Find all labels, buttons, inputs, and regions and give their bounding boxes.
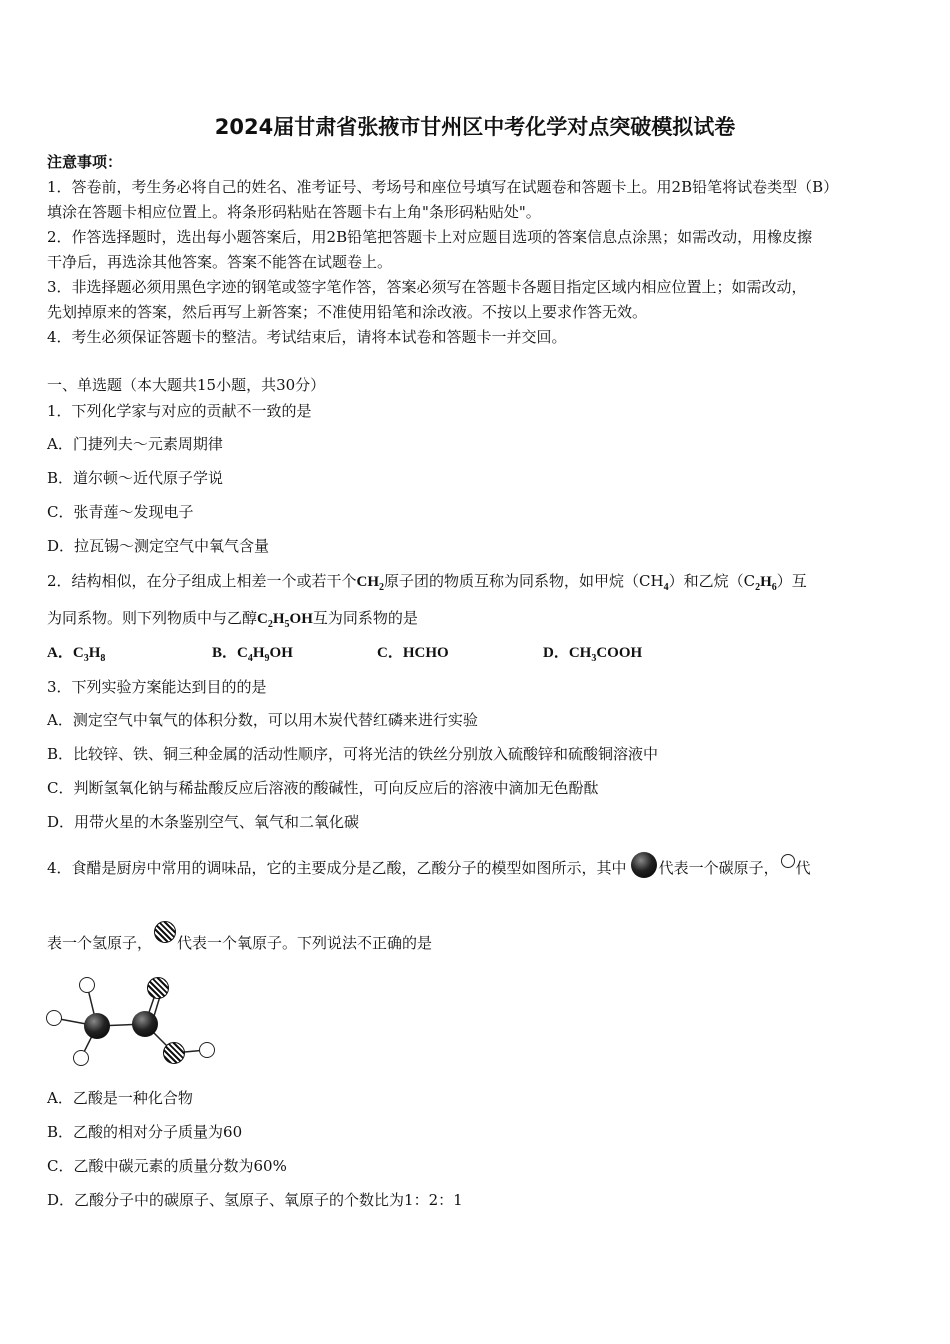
question-2-option-b: B．$C_4H_9OH$	[212, 645, 293, 664]
question-1-option-d: D．拉瓦锡～测定空气中氧气含量	[47, 537, 270, 555]
hydrogen-atom-icon	[46, 1010, 62, 1026]
hydrogen-atom-icon	[781, 854, 795, 868]
question-3-stem: 3．下列实验方案能达到目的的是	[47, 678, 267, 696]
question-3-option-c: C．判断氢氧化钠与稀盐酸反应后溶液的酸碱性，可向反应后的溶液中滴加无色酚酞	[47, 779, 599, 797]
question-1-option-c: C．张青莲～发现电子	[47, 503, 194, 521]
question-4-stem-line-1: 4．食醋是厨房中常用的调味品，它的主要成分是乙酸，乙酸分子的模型如图所示，其中 代表一个碳原子， 代	[47, 858, 811, 884]
question-1-option-b: B．道尔顿～近代原子学说	[47, 469, 224, 487]
question-4-option-d: D．乙酸分子中的碳原子、氢原子、氧原子的个数比为1：2：1	[47, 1191, 463, 1209]
oxygen-atom-icon	[154, 921, 176, 943]
carbon-atom-icon	[132, 1011, 158, 1037]
question-3-option-b: B．比较锌、铁、铜三种金属的活动性顺序，可将光洁的铁丝分别放入硫酸锌和硫酸铜溶液中	[47, 745, 659, 763]
question-1-option-a: A．门捷列夫～元素周期律	[47, 435, 223, 453]
question-2-stem-line-2: 为同系物。则下列物质中与乙醇$C_2H_5OH$互为同系物的是	[47, 609, 418, 630]
notice-line: 2．作答选择题时，选出每小题答案后，用2B铅笔把答题卡上对应题目选项的答案信息点涂黑；如需改动，用橡皮擦	[47, 228, 813, 246]
question-4-option-b: B．乙酸的相对分子质量为60	[47, 1123, 243, 1141]
hydrogen-atom-icon	[79, 977, 95, 993]
question-2-option-d: D．$CH_3COOH$	[543, 645, 643, 664]
question-4-option-c: C．乙酸中碳元素的质量分数为60%	[47, 1157, 287, 1175]
question-3-option-d: D．用带火星的木条鉴别空气、氧气和二氧化碳	[47, 813, 360, 831]
notice-line: 填涂在答题卡相应位置上。将条形码粘贴在答题卡右上角"条形码粘贴处"。	[47, 203, 541, 221]
oxygen-atom-icon	[163, 1042, 185, 1064]
section-heading: 一、单选题（本大题共15小题，共30分）	[47, 376, 326, 394]
question-1-stem: 1．下列化学家与对应的贡献不一致的是	[47, 402, 312, 420]
notice-line: 先划掉原来的答案，然后再写上新答案；不准使用铅笔和涂改液。不按以上要求作答无效。	[47, 303, 648, 321]
notice-heading: 注意事项：	[47, 153, 123, 171]
hydrogen-atom-icon	[73, 1050, 89, 1066]
notice-line: 3．非选择题必须用黑色字迹的钢笔或签字笔作答，答案必须写在答题卡各题目指定区域内相应位置上；如需改动，	[47, 278, 807, 296]
question-2-stem-line-1: 2．结构相似，在分子组成上相差一个或若干个$CH_2$原子团的物质互称为同系物，如甲烷$(CH_4)$和乙烷$(C_2H_6)$互	[47, 572, 807, 593]
hydrogen-atom-icon	[199, 1042, 215, 1058]
question-3-option-a: A．测定空气中氧气的体积分数，可以用木炭代替红磷来进行实验	[47, 711, 478, 729]
question-2-option-a: A．$C_3H_8$	[47, 645, 106, 664]
carbon-atom-icon	[631, 852, 657, 878]
oxygen-atom-icon	[147, 977, 169, 999]
carbon-atom-icon	[84, 1013, 110, 1039]
question-2-option-c: C．HCHO	[377, 645, 449, 661]
question-4-stem-line-2: 表一个氢原子， 代表一个氧原子。下列说法不正确的是	[47, 933, 432, 955]
notice-line: 干净后，再选涂其他答案。答案不能答在试题卷上。	[47, 253, 393, 271]
notice-line: 4．考生必须保证答题卡的整洁。考试结束后，请将本试卷和答题卡一并交回。	[47, 328, 567, 346]
page-title: 2024届甘肃省张掖市甘州区中考化学对点突破模拟试卷	[214, 115, 736, 139]
question-4-option-a: A．乙酸是一种化合物	[47, 1089, 193, 1107]
notice-line: 1．答卷前，考生务必将自己的姓名、准考证号、考场号和座位号填写在试题卷和答题卡上。用2B铅笔将试卷类型（B）	[47, 178, 839, 196]
